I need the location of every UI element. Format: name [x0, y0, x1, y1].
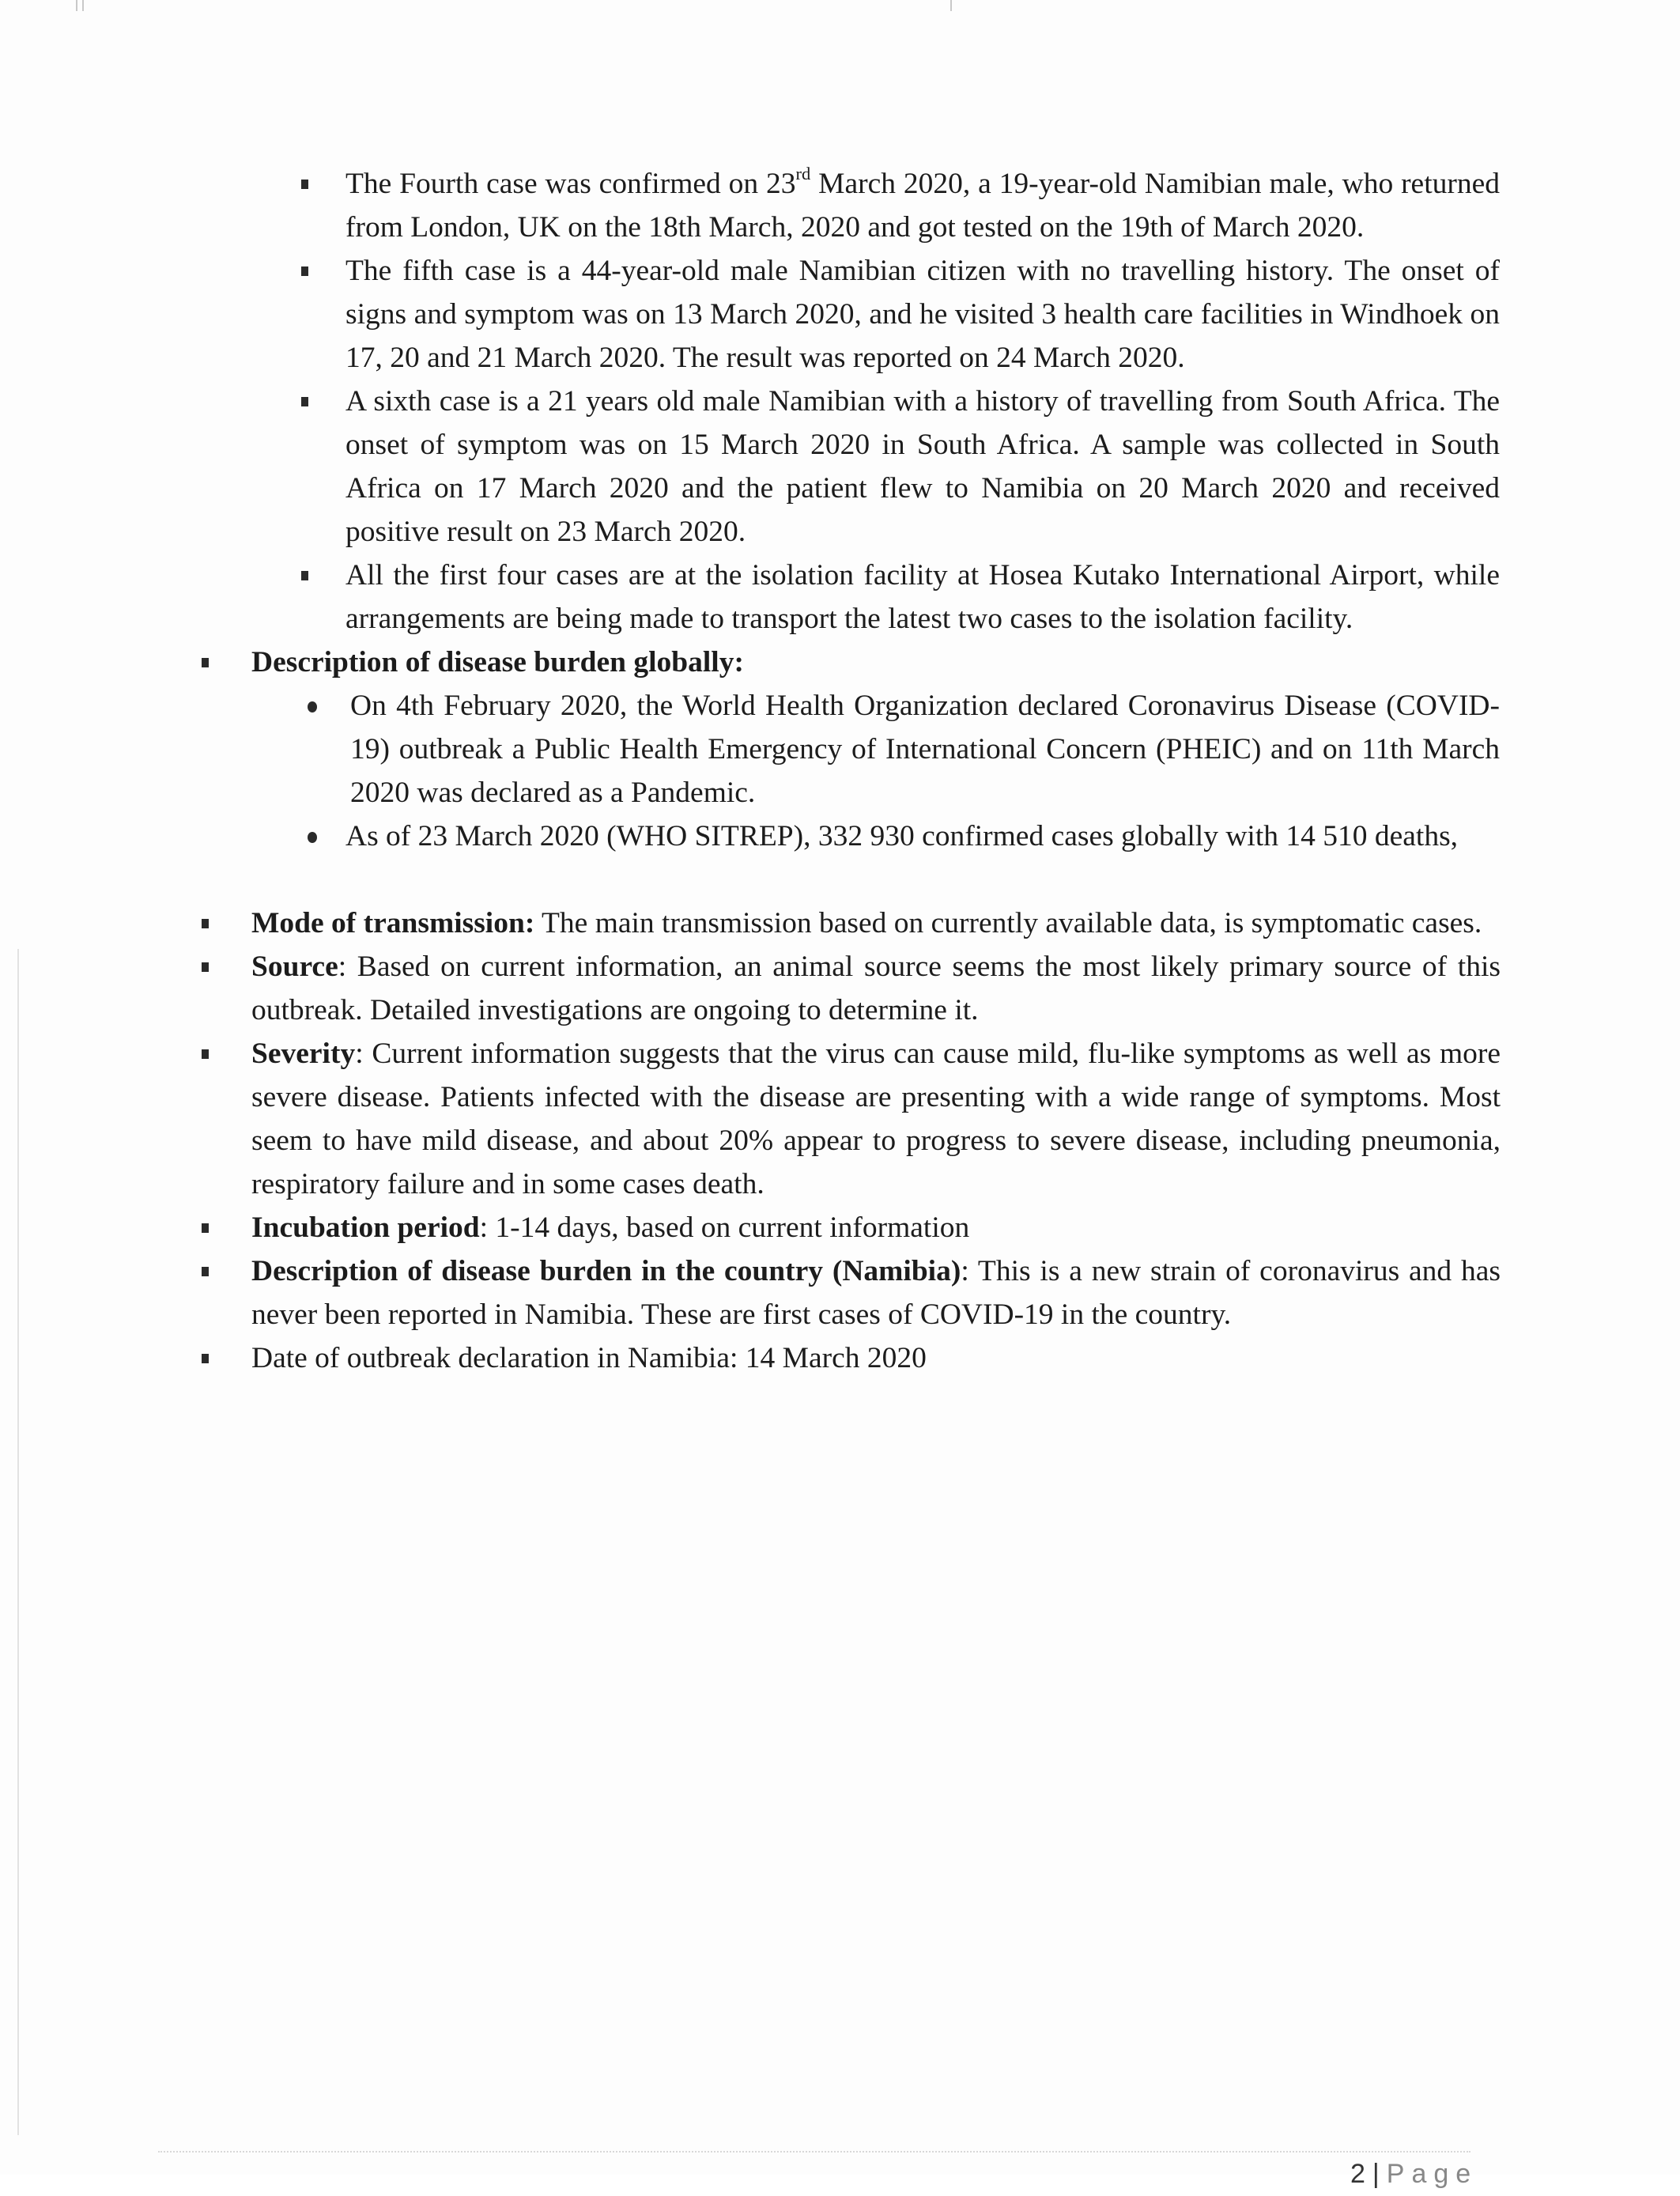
case-bullet-fifth: [345, 249, 1500, 380]
global-burden-item: [350, 684, 1500, 815]
scan-artifact: [82, 0, 84, 11]
fact-label: Severity: [251, 1038, 356, 1070]
case-bullet-sixth: [345, 380, 1500, 554]
global-burden-heading: [251, 641, 1501, 684]
spacer: [0, 858, 1680, 901]
fact-label: Mode of transmission:: [251, 907, 535, 939]
fact-label: Source: [251, 951, 338, 983]
case-text: March 2020, a 19-year-old Namibian male, who returned from London, UK on the 18th March, 2020 and got tested on the 19th of March 2020.: [345, 168, 1500, 244]
square-bullet-icon: [202, 1223, 209, 1233]
round-bullet-icon: [308, 701, 317, 712]
fact-outbreak-declaration-date: [251, 1336, 1501, 1380]
case-bullet-fourth: [345, 162, 1500, 249]
fact-severity: [251, 1032, 1501, 1206]
case-text: All the first four cases are at the isolation facility at Hosea Kutako International Airport, while arrangements are being made to transport the latest two cases to the isolation facility.: [345, 559, 1500, 635]
case-bullet-isolation: [345, 554, 1500, 641]
case-text: A sixth case is a 21 years old male Namibian with a history of travelling from South Africa. The onset of symptom was on 15 March 2020 in South Africa. A sample was collected in South Africa on 17 March 2020 and the patient flew to Namibia on 20 March 2020 and received positive result on 23 March 2020.: [345, 385, 1500, 548]
document-body: [0, 162, 1680, 1380]
fact-source: [251, 945, 1501, 1032]
square-bullet-icon: [301, 266, 308, 276]
square-bullet-icon: [202, 919, 209, 928]
square-bullet-icon: [301, 397, 308, 406]
fact-label: Incubation period: [251, 1211, 480, 1244]
fact-text: The main transmission based on currently available data, is symptomatic cases.: [534, 907, 1482, 939]
round-bullet-icon: [308, 832, 317, 843]
square-bullet-icon: [202, 1049, 209, 1059]
global-burden-item: [345, 815, 1500, 858]
fact-text: Date of outbreak declaration in Namibia: 14 March 2020: [251, 1342, 927, 1374]
fact-country-burden: [251, 1249, 1501, 1336]
square-bullet-icon: [202, 658, 209, 667]
section-heading: Description of disease burden globally:: [251, 646, 744, 678]
case-text: The Fourth case was confirmed on 23: [345, 168, 796, 200]
case-text: The fifth case is a 44-year-old male Namibian citizen with no travelling history. The onset of signs and symptom was on 13 March 2020, and he visited 3 health care facilities in Windhoek on 17, 20 and 21 March 2020. The result was reported on 24 March 2020.: [345, 255, 1500, 374]
page-label: Page: [1386, 2159, 1478, 2189]
fact-text: : 1-14 days, based on current information: [479, 1211, 970, 1244]
square-bullet-icon: [301, 180, 308, 189]
square-bullet-icon: [301, 571, 308, 580]
fact-mode-of-transmission: [251, 901, 1501, 945]
square-bullet-icon: [202, 1354, 209, 1363]
fact-label: Description of disease burden in the country (Namibia): [251, 1255, 961, 1287]
ordinal-suffix: rd: [795, 164, 811, 184]
scan-artifact: [950, 0, 952, 11]
fact-text: : This is a new strain of coronavirus and has never been reported in Namibia. These are first cases of COVID-19 in the country.: [251, 1255, 1501, 1331]
fact-text: : Current information suggests that the virus can cause mild, flu-like symptoms as well as more severe disease. Patients infected with the disease are presenting with a wide range of symptoms. Most seem to have mild disease, and about 20% appear to progress to severe disease, including pneumonia, respiratory failure and in some cases death.: [251, 1038, 1501, 1200]
fact-incubation-period: [251, 1206, 1501, 1249]
scan-artifact: [76, 0, 77, 11]
square-bullet-icon: [202, 1267, 209, 1276]
square-bullet-icon: [202, 962, 209, 972]
fact-text: : Based on current information, an animal source seems the most likely primary source of this outbreak. Detailed investigations are ongoing to determine it.: [251, 951, 1501, 1026]
page-number: 2: [1350, 2159, 1366, 2189]
global-burden-text: On 4th February 2020, the World Health Organization declared Coronavirus Disease (COVID-19) outbreak a Public Health Emergency of International Concern (PHEIC) and on 11th March 2020 was declared as a Pandemic.: [350, 690, 1500, 809]
footer-divider: [158, 2151, 1470, 2153]
footer-separator: |: [1372, 2159, 1380, 2189]
global-burden-text: As of 23 March 2020 (WHO SITREP), 332 930 confirmed cases globally with 14 510 deaths,: [345, 820, 1459, 852]
